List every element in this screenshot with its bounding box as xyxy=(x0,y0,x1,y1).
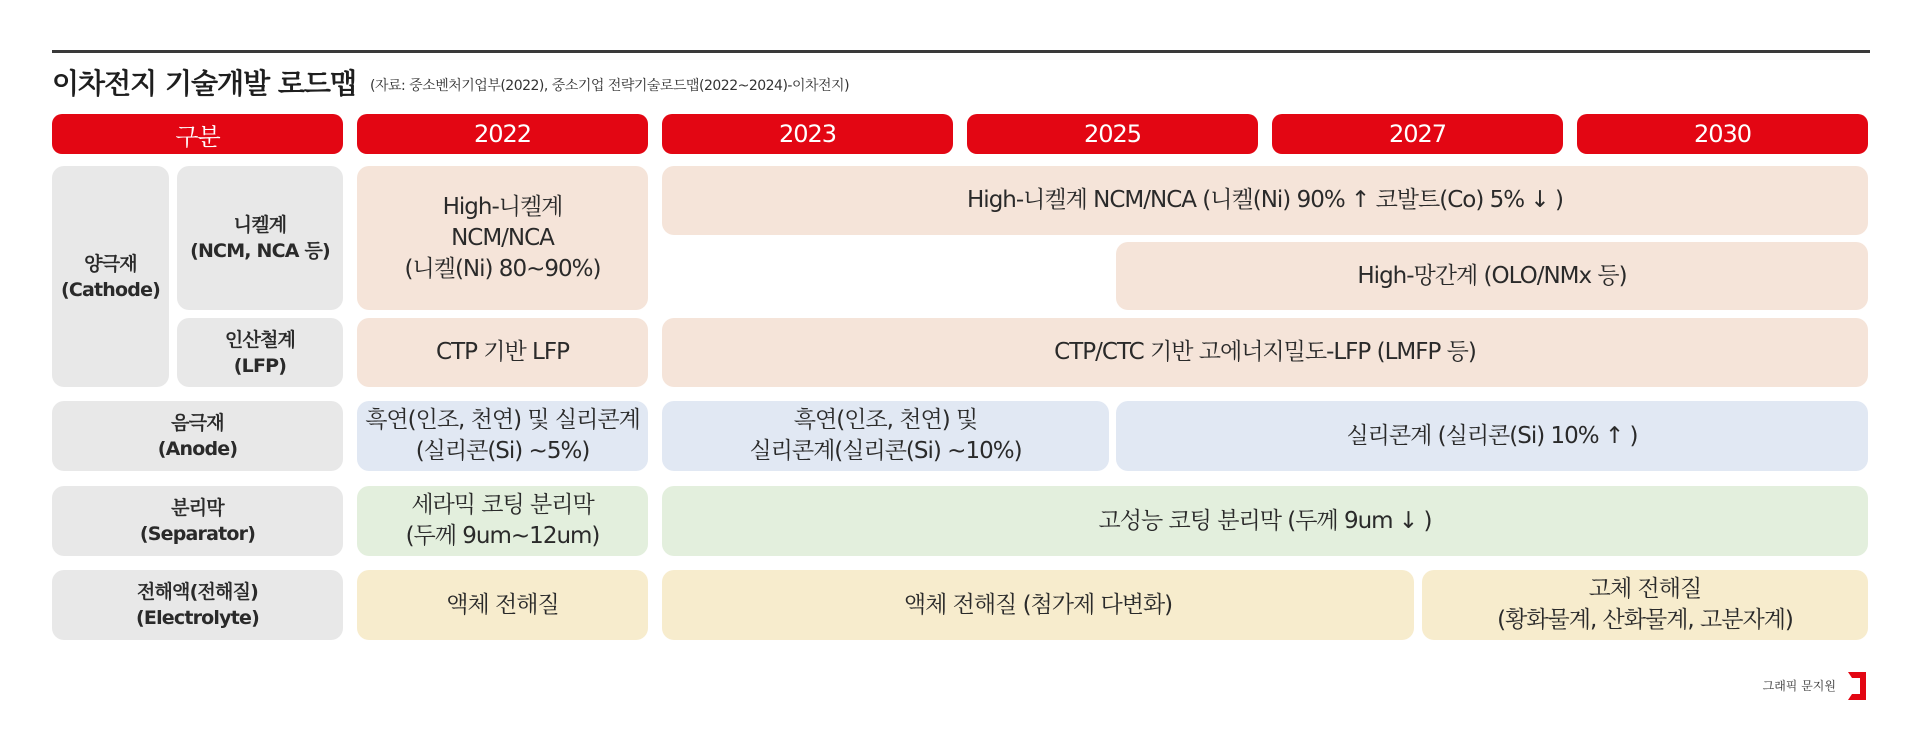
separator-2022: 세라믹 코팅 분리막 (두께 9um~12um) xyxy=(357,486,648,556)
lfp-plan: CTP/CTC 기반 고에너지밀도-LFP (LMFP 등) xyxy=(662,318,1868,387)
nickel-plan-high-nickel: High-니켈계 NCM/NCA (니켈(Ni) 90% ↑ 코발트(Co) 5% ↓ ) xyxy=(662,166,1868,235)
electrolyte-plan-solid: 고체 전해질 (황화물계, 산화물계, 고분자계) xyxy=(1422,570,1868,640)
header-2022: 2022 xyxy=(357,114,648,154)
top-rule xyxy=(52,50,1870,53)
header-2023: 2023 xyxy=(662,114,953,154)
electrolyte-2022: 액체 전해질 xyxy=(357,570,648,640)
header-2025: 2025 xyxy=(967,114,1258,154)
nickel-2022: High-니켈계 NCM/NCA (니켈(Ni) 80~90%) xyxy=(357,166,648,310)
separator-label: 분리막 (Separator) xyxy=(52,486,343,556)
anode-label: 음극재 (Anode) xyxy=(52,401,343,471)
anode-plan-graphite-silicon: 흑연(인조, 천연) 및 실리콘계(실리콘(Si) ~10%) xyxy=(662,401,1109,471)
graphic-credit: 그래픽 문지원 xyxy=(1762,679,1836,693)
header-category: 구분 xyxy=(52,114,343,154)
nickel-label: 니켈계 (NCM, NCA 등) xyxy=(177,166,343,310)
separator-plan: 고성능 코팅 분리막 (두께 9um ↓ ) xyxy=(662,486,1868,556)
electrolyte-label: 전해액(전해질) (Electrolyte) xyxy=(52,570,343,640)
nickel-plan-high-manganese: High-망간계 (OLO/NMx 등) xyxy=(1116,242,1868,310)
anode-2022: 흑연(인조, 천연) 및 실리콘계 (실리콘(Si) ~5%) xyxy=(357,401,648,471)
header-2030: 2030 xyxy=(1577,114,1868,154)
lfp-label: 인산철계 (LFP) xyxy=(177,318,343,387)
anode-plan-silicon: 실리콘계 (실리콘(Si) 10% ↑ ) xyxy=(1116,401,1868,471)
cathode-label: 양극재 (Cathode) xyxy=(52,166,169,387)
header-2027: 2027 xyxy=(1272,114,1563,154)
lfp-2022: CTP 기반 LFP xyxy=(357,318,648,387)
page-title: 이차전지 기술개발 로드맵 xyxy=(52,67,357,100)
source-note: (자료: 중소벤처기업부(2022), 중소기업 전략기술로드맵(2022~2024)-이차전지) xyxy=(370,78,850,94)
publisher-logo-icon xyxy=(1844,670,1868,702)
electrolyte-plan-liquid: 액체 전해질 (첨가제 다변화) xyxy=(662,570,1414,640)
